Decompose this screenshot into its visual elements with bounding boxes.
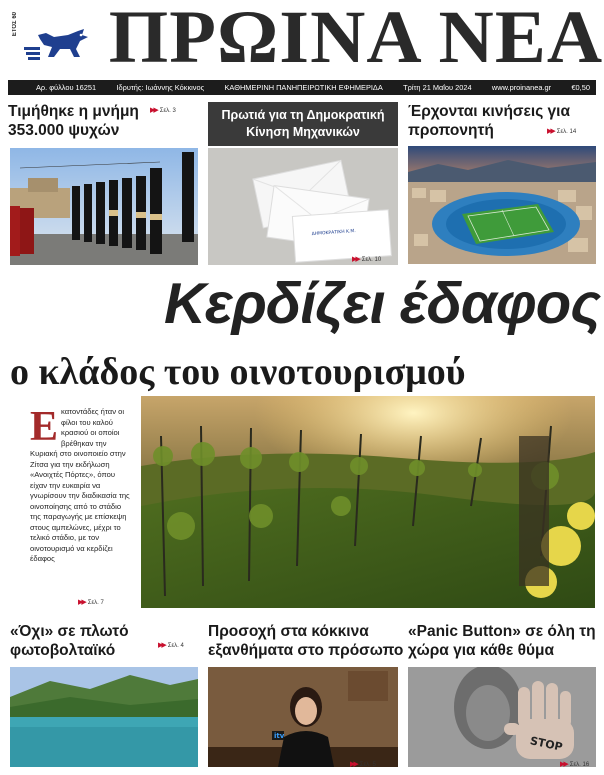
story-top-center-page-ref[interactable]: ▶▶ Σελ. 10 — [352, 256, 382, 263]
main-lead-body: κατοντάδες ήταν οι φίλοι του καλού κρασιού οι οποίοι βρέθηκαν την Κυριακή στο οινοποιείο στην Ζίτσα για την εκδήλωση «Ανοιχτές Πόρτες», όπου είχαν την ευκαιρία να γνωρίσουν την διαδικασία της οινοποίησης από το στάδιο της παραγωγής με επίσκεψη στους αμπελώνες, μέχρι το τελικό στάδιο, με τον οινοτουρισμό να κερδίζει έδαφος — [30, 407, 130, 563]
main-lead-text — [30, 404, 130, 565]
story-bottom-center-page-ref[interactable]: ▶▶ Σελ. 5 — [350, 761, 376, 768]
main-headline-line-2[interactable]: ο κλάδος του οινοτουρισμού — [10, 351, 466, 393]
issue-date: Τρίτη 21 Μαΐου 2024 — [403, 83, 472, 92]
arrow-icon: ▶▶ — [352, 256, 359, 263]
bull-logo-icon — [24, 27, 92, 63]
drop-cap: Ε — [30, 404, 59, 450]
story-bottom-left-page-ref[interactable]: ▶▶ Σελ. 4 — [158, 642, 184, 649]
photo-stop-hand[interactable] — [408, 667, 596, 767]
story-top-right-page-ref[interactable]: ▶▶ Σελ. 14 — [547, 128, 577, 135]
story-top-center-title-box[interactable] — [208, 102, 398, 146]
photo-vineyard-sunset[interactable] — [141, 396, 595, 608]
arrow-icon: ▶▶ — [350, 761, 357, 768]
newspaper-title: ΠΡΩΙΝΑ ΝΕΑ — [108, 0, 604, 79]
founder: Ιδρυτής: Ιωάννης Κόκκινος — [116, 83, 205, 92]
story-top-left-title[interactable]: Τιμήθηκε η μνήμη 353.000 ψυχών — [8, 103, 139, 139]
arrow-icon: ▶▶ — [150, 107, 157, 114]
story-bottom-right-page-ref[interactable]: ▶▶ Σελ. 16 — [560, 761, 590, 768]
arrow-icon: ▶▶ — [78, 599, 85, 606]
photo-stadium[interactable] — [408, 146, 596, 264]
story-bottom-center-title[interactable]: Προσοχή στα κόκκινα εξανθήματα στο πρόσωπο — [208, 623, 404, 659]
price: €0,50 — [571, 83, 590, 92]
arrow-icon: ▶▶ — [158, 642, 165, 649]
story-bottom-right-title[interactable]: «Panic Button» σε όλη τη χώρα για κάθε θύμα — [408, 623, 596, 659]
photo-envelopes[interactable] — [208, 148, 398, 265]
story-top-right-title[interactable]: Έρχονται κινήσεις για προπονητή — [408, 103, 571, 139]
hand-stop-text: STOP — [528, 734, 564, 754]
masthead-vertical-text: ΕΤΟΣ 60 — [12, 12, 18, 37]
masthead — [0, 0, 604, 79]
story-top-left-page-ref[interactable]: ▶▶ Σελ. 3 — [150, 107, 176, 114]
photo-memorial-ceremony[interactable] — [10, 148, 198, 265]
arrow-icon: ▶▶ — [560, 761, 567, 768]
mic-label: itv — [274, 732, 285, 740]
website-link[interactable]: www.proinanea.gr — [491, 83, 552, 92]
envelope-text: ΔΗΜΟΚΡΑΤΙΚΗ Κ.Μ. — [311, 229, 356, 238]
story-top-center-title: Πρωτιά για τη Δημοκρατική Κίνηση Μηχανικών — [221, 108, 385, 139]
info-bar — [8, 80, 596, 95]
issue-number: Αρ. φύλλου 16251 — [36, 83, 97, 92]
photo-lake[interactable] — [10, 667, 198, 767]
photo-press-conference[interactable] — [208, 667, 398, 767]
main-headline-line-1[interactable]: Κερδίζει έδαφος — [163, 271, 600, 336]
main-story-page-ref[interactable]: ▶▶ Σελ. 7 — [78, 599, 104, 606]
arrow-icon: ▶▶ — [547, 128, 554, 135]
tagline: ΚΑΘΗΜΕΡΙΝΗ ΠΑΝΗΠΕΙΡΩΤΙΚΗ ΕΦΗΜΕΡΙΔΑ — [224, 83, 383, 92]
story-bottom-left-title[interactable]: «Όχι» σε πλωτό φωτοβολταϊκό — [10, 623, 129, 659]
